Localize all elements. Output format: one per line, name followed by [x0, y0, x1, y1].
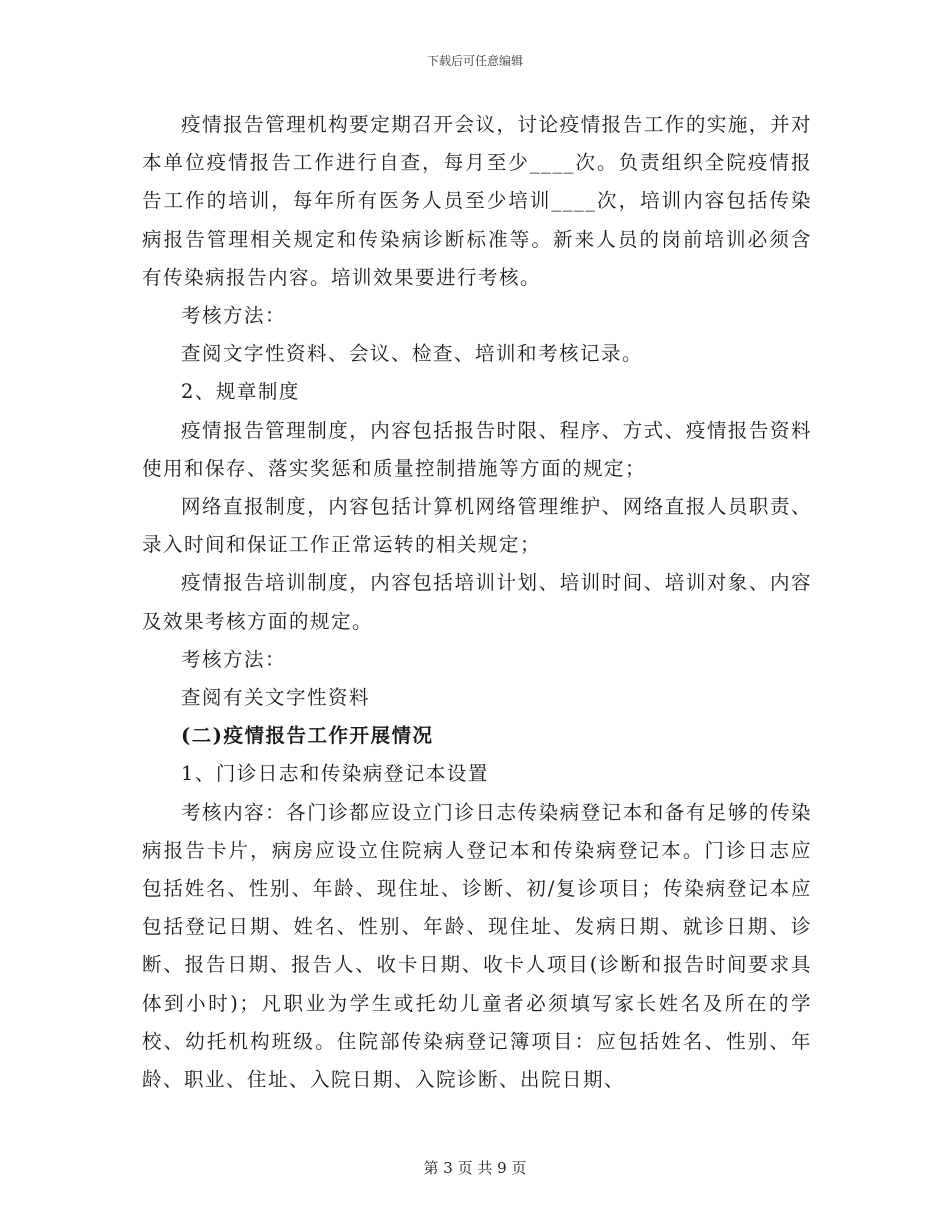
- subsection-heading-clinic-log: 1、门诊日志和传染病登记本设置: [181, 762, 489, 786]
- section-heading-rules: 2、规章制度: [181, 380, 300, 404]
- paragraph-network-reporting-system: 网络直报制度，内容包括计算机网络管理维护、网络直报人员职责、录入时间和保证工作正常运转的相关规定；: [142, 495, 812, 557]
- paragraph-meeting-training: 疫情报告管理机构要定期召开会议，讨论疫情报告工作的实施，并对本单位疫情报告工作进行自查，每月至少____次。负责组织全院疫情报告工作的培训，每年所有医务人员至少培训____次，培训内容包括传染病报告管理相关规定和传染病诊断标准等。新来人员的岗前培训必须含有传染病报告内容。培训效果要进行考核。: [142, 113, 812, 289]
- header-note: 下载后可任意编辑: [426, 54, 523, 68]
- paragraph-report-management-system: 疫情报告管理制度，内容包括报告时限、程序、方式、疫情报告资料使用和保存、落实奖惩和质量控制措施等方面的规定；: [142, 418, 812, 480]
- paragraph-assessment-method-label-2: 考核方法：: [181, 647, 287, 671]
- paragraph-assessment-method-text-2: 查阅有关文字性资料: [181, 686, 371, 710]
- document-body: [142, 106, 812, 1099]
- section-heading-report-work: (二)疫情报告工作开展情况: [181, 724, 434, 748]
- paragraph-assessment-method-label: 考核方法：: [181, 304, 287, 328]
- paragraph-assessment-content: 考核内容：各门诊都应设立门诊日志传染病登记本和备有足够的传染病报告卡片，病房应设立住院病人登记本和传染病登记本。门诊日志应包括姓名、性别、年龄、现住址、诊断、初/复诊项目；传染病登记本应包括登记日期、姓名、性别、年龄、现住址、发病日期、就诊日期、诊断、报告日期、报告人、收卡日期、收卡人项目(诊断和报告时间要求具体到小时)；凡职业为学生或托幼儿童者必须填写家长姓名及所在的学校、幼托机构班级。住院部传染病登记簿项目：应包括姓名、性别、年龄、职业、住址、入院日期、入院诊断、出院日期、: [142, 800, 812, 1092]
- paragraph-assessment-method-text: 查阅文字性资料、会议、检查、培训和考核记录。: [181, 342, 644, 366]
- page-indicator: 第 3 页 共 9 页: [423, 1159, 527, 1177]
- paragraph-training-system: 疫情报告培训制度，内容包括培训计划、培训时间、培训对象、内容及效果考核方面的规定。: [142, 571, 812, 633]
